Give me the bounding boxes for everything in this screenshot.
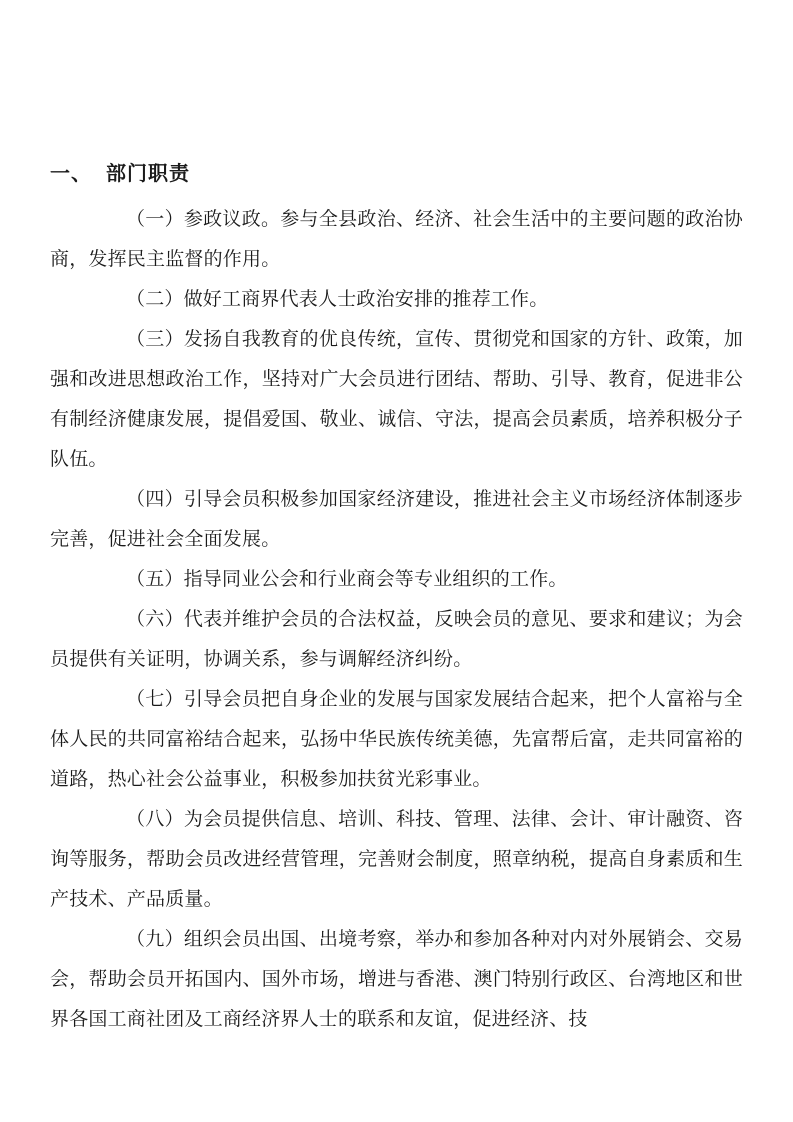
paragraph-6: （六）代表并维护会员的合法权益，反映会员的意见、要求和建议；为会员提供有关证明，协调关系，参与调解经济纠纷。: [50, 608, 743, 670]
paragraph-2: （二）做好工商界代表人士政治安排的推荐工作。: [126, 288, 549, 310]
section-number: 一、: [50, 161, 92, 185]
paragraph-9: （九）组织会员出国、出境考察，举办和参加各种对内对外展销会、交易会，帮助会员开拓国内、国外市场，增进与香港、澳门特别行政区、台湾地区和世界各国工商社团及工商经济界人士的联系和友谊，促进经济、技: [50, 928, 743, 1030]
section-heading: [50, 157, 190, 189]
paragraph-8: （八）为会员提供信息、培训、科技、管理、法律、会计、审计融资、咨询等服务，帮助会员改进经营管理，完善财会制度，照章纳税，提高自身素质和生产技术、产品质量。: [50, 808, 743, 910]
paragraph-5: （五）指导同业公会和行业商会等专业组织的工作。: [126, 568, 568, 590]
section-title: 部门职责: [106, 161, 190, 185]
paragraph-4: （四）引导会员积极参加国家经济建设，推进社会主义市场经济体制逐步完善，促进社会全面发展。: [50, 488, 743, 550]
paragraph-3: （三）发扬自我教育的优良传统，宣传、贯彻党和国家的方针、政策，加强和改进思想政治工作，坚持对广大会员进行团结、帮助、引导、教育，促进非公有制经济健康发展，提倡爱国、敬业、诚信、守法，提高会员素质，培养积极分子队伍。: [50, 328, 743, 470]
paragraph-1: （一）参政议政。参与全县政治、经济、社会生活中的主要问题的政治协商，发挥民主监督的作用。: [50, 208, 743, 270]
paragraph-7: （七）引导会员把自身企业的发展与国家发展结合起来，把个人富裕与全体人民的共同富裕结合起来，弘扬中华民族传统美德，先富帮后富，走共同富裕的道路，热心社会公益事业，积极参加扶贫光彩事业。: [50, 688, 743, 790]
document-body: [50, 199, 743, 1039]
